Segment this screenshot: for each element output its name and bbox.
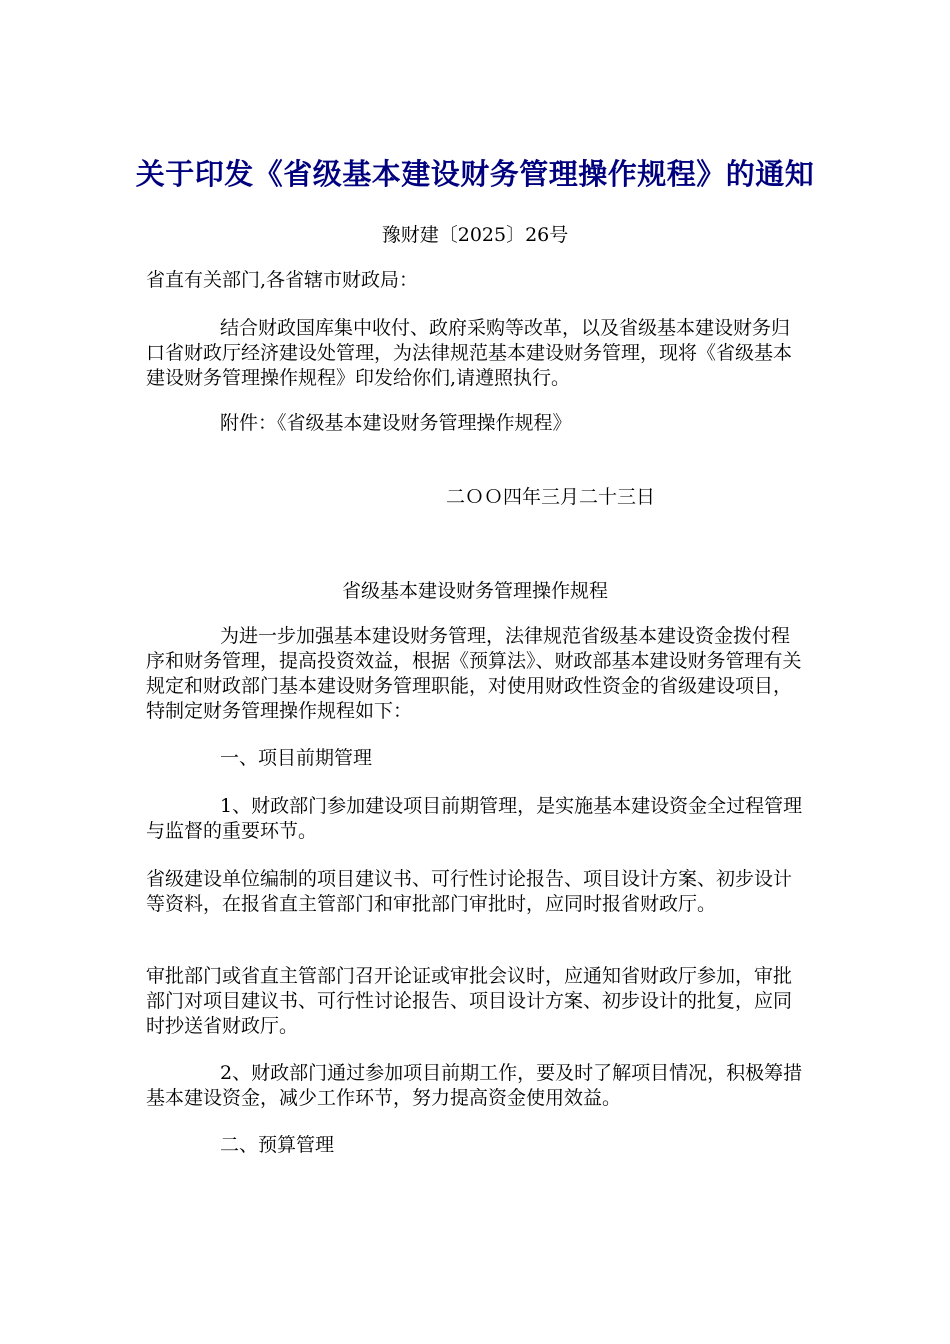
document-number: 豫财建〔2025〕26号 (381, 224, 569, 246)
intro-paragraph: 结合财政国库集中收付、政府采购等改革，以及省级基本建设财务归口省财政厅经济建设处管理，为法律规范基本建设财务管理，现将《省级基本建设财务管理操作规程》印发给你们,请遵照执行。 (146, 317, 793, 389)
item-2-paragraph: 2、财政部门通过参加项目前期工作，要及时了解项目情况，积极筹措基本建设资金，减少工作环节，努力提高资金使用效益。 (146, 1062, 803, 1109)
addressee: 省直有关部门,各省辖市财政局： (146, 269, 419, 291)
item-1-paragraph-2: 省级建设单位编制的项目建议书、可行性讨论报告、项目设计方案、初步设计等资料，在报省直主管部门和审批部门审批时，应同时报省财政厅。 (146, 868, 793, 915)
document-title: 关于印发《省级基本建设财务管理操作规程》的通知 (135, 157, 815, 191)
item-1-paragraph: 1、财政部门参加建设项目前期管理，是实施基本建设资金全过程管理与监督的重要环节。 (146, 795, 803, 842)
preamble-paragraph: 为进一步加强基本建设财务管理，法律规范省级基本建设资金拨付程序和财务管理，提高投资效益，根据《预算法》、财政部基本建设财务管理有关规定和财政部门基本建设财务管理职能，对使用财政性资金的省级建设项目，特制定财务管理操作规程如下： (146, 625, 802, 722)
attachment-line: 附件：《省级基本建设财务管理操作规程》 (220, 412, 572, 434)
regulation-title: 省级基本建设财务管理操作规程 (341, 580, 608, 602)
section-heading-2: 二、预算管理 (220, 1134, 335, 1156)
item-1-paragraph-3: 审批部门或省直主管部门召开论证或审批会议时，应通知省财政厅参加，审批部门对项目建议书、可行性讨论报告、项目设计方案、初步设计的批复，应同时抄送省财政厅。 (146, 965, 793, 1037)
section-heading-1: 一、项目前期管理 (220, 747, 373, 769)
issue-date: 二ＯＯ四年三月二十三日 (446, 486, 656, 508)
